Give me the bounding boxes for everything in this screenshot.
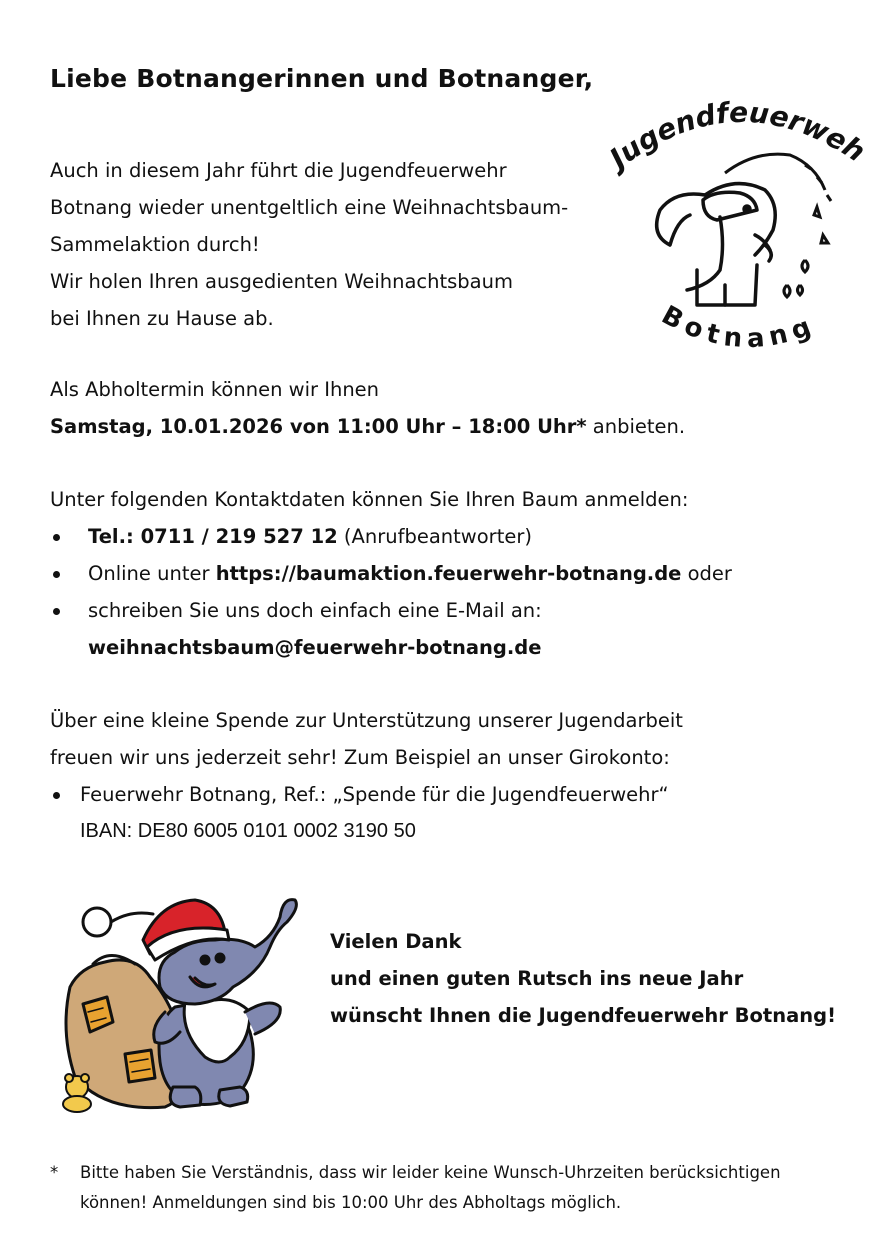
email-line: [50, 629, 732, 666]
donation-account-item: [50, 776, 683, 813]
online-url-link[interactable]: https://baumaktion.feuerwehr-botnang.de: [215, 562, 682, 585]
contact-phone-item: [50, 518, 732, 555]
contact-email-item: [50, 592, 732, 629]
thanks-line: wünscht Ihnen die Jugendfeuerwehr Botnang!: [330, 1004, 836, 1027]
contact-online-item: [50, 555, 732, 592]
logo-arc-text: Jugendfeuerweh: [605, 95, 870, 176]
email-intro: schreiben Sie uns doch einfach eine E-Mail an:: [88, 599, 542, 622]
pickup-date-line: [50, 408, 685, 445]
thanks-block: [330, 923, 836, 1034]
online-prefix: Online unter: [88, 562, 216, 585]
phone-number[interactable]: Tel.: 0711 / 219 527 12: [88, 525, 338, 548]
contact-section: [50, 481, 732, 666]
thanks-line: Vielen Dank: [330, 930, 462, 953]
donation-iban: IBAN: DE80 6005 0101 0002 3190 50: [80, 820, 416, 842]
donation-line: Über eine kleine Spende zur Unterstützung unserer Jugendarbeit: [50, 709, 683, 732]
pickup-intro: Als Abholtermin können wir Ihnen: [50, 378, 380, 401]
pickup-date-paragraph: [50, 371, 685, 445]
thanks-line: und einen guten Rutsch ins neue Jahr: [330, 967, 744, 990]
intro-line: bei Ihnen zu Hause ab.: [50, 307, 274, 330]
intro-paragraph: [50, 152, 568, 337]
phone-suffix: (Anrufbeantworter): [337, 525, 532, 548]
contact-heading: Unter folgenden Kontaktdaten können Sie Ihren Baum anmelden:: [50, 488, 689, 511]
email-link[interactable]: weihnachtsbaum@feuerwehr-botnang.de: [88, 636, 542, 659]
santa-elephant-illustration: [55, 892, 315, 1117]
pickup-date-suffix: anbieten.: [586, 415, 686, 438]
bullet-icon: [53, 792, 60, 799]
donation-line: freuen wir uns jederzeit sehr! Zum Beispiel an unser Girokonto:: [50, 746, 670, 769]
bullet-icon: [53, 608, 60, 615]
intro-line: Sammelaktion durch!: [50, 233, 260, 256]
jugendfeuerwehr-logo: [605, 95, 870, 365]
pickup-date: Samstag, 10.01.2026 von 11:00 Uhr – 18:00 Uhr*: [50, 415, 587, 438]
footnote-star: *: [50, 1163, 59, 1182]
footnote-line: können! Anmeldungen sind bis 10:00 Uhr des Abholtags möglich.: [80, 1193, 622, 1212]
intro-line: Botnang wieder unentgeltlich eine Weihnachtsbaum-: [50, 196, 569, 219]
donation-account: Feuerwehr Botnang, Ref.: „Spende für die Jugendfeuerwehr“: [80, 783, 669, 806]
donation-section: [50, 702, 683, 850]
bullet-icon: [53, 571, 60, 578]
bullet-icon: [53, 534, 60, 541]
santa-elephant-icon: [55, 892, 315, 1117]
footnote-line: Bitte haben Sie Verständnis, dass wir leider keine Wunsch-Uhrzeiten berücksichtigen: [80, 1163, 781, 1182]
logo-bottom-text: Botnang: [656, 300, 821, 355]
elephant-firefighter-logo-icon: [605, 95, 870, 365]
footnote: [50, 1158, 781, 1218]
greeting-heading: Liebe Botnangerinnen und Botnanger,: [50, 64, 594, 93]
intro-line: Auch in diesem Jahr führt die Jugendfeuerwehr: [50, 159, 507, 182]
online-suffix: oder: [681, 562, 732, 585]
intro-line: Wir holen Ihren ausgedienten Weihnachtsbaum: [50, 270, 513, 293]
